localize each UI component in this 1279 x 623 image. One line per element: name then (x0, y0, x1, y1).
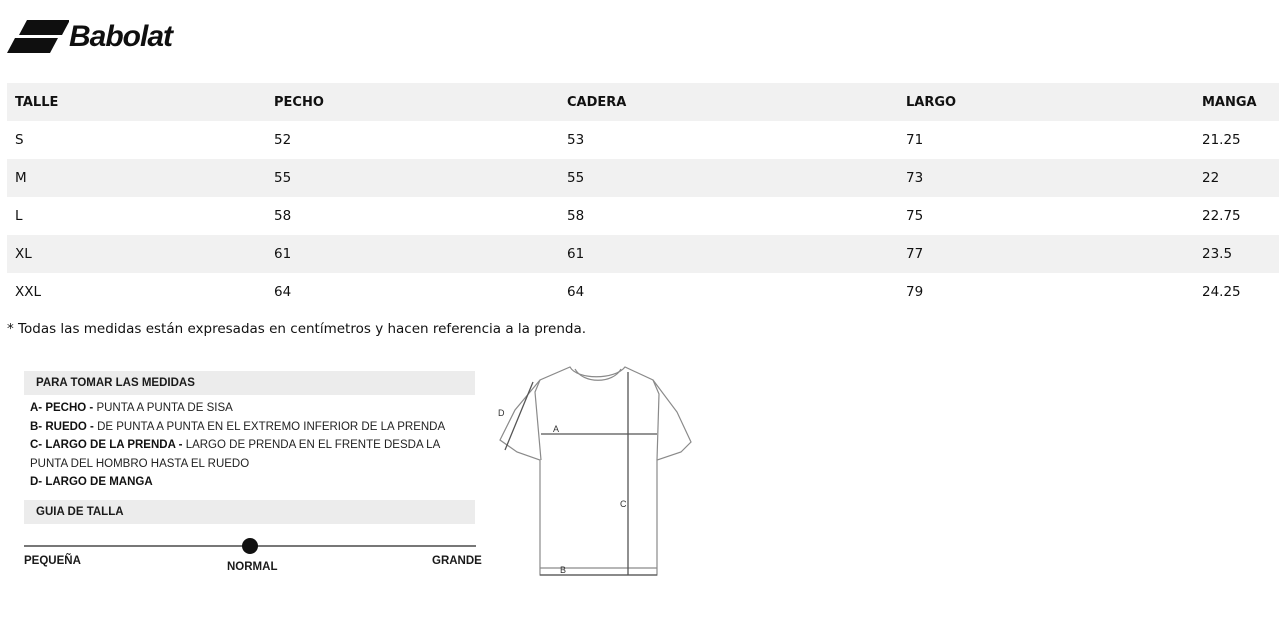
cell-manga: 21.25 (1202, 132, 1241, 148)
cell-largo: 75 (906, 208, 924, 224)
size-table (7, 83, 1279, 311)
instruction-b: B- RUEDO - DE PUNTA A PUNTA EN EL EXTREMO INFERIOR DE LA PRENDA (30, 420, 446, 433)
cell-cadera: 64 (567, 284, 585, 300)
cell-size: XXL (15, 284, 42, 300)
instructions-title: PARA TOMAR LAS MEDIDAS (24, 371, 475, 395)
fit-guide-title: GUIA DE TALLA (24, 500, 475, 524)
cell-size: L (15, 208, 23, 224)
header-largo: LARGO (906, 94, 957, 110)
cell-cadera: 53 (567, 132, 585, 148)
measure-d-line (505, 382, 533, 450)
cell-largo: 71 (906, 132, 924, 148)
cell-largo: 73 (906, 170, 924, 186)
brand-logo (7, 17, 227, 57)
cell-cadera: 55 (567, 170, 585, 186)
instruction-a: A- PECHO - PUNTA A PUNTA DE SISA (30, 402, 233, 414)
cell-pecho: 52 (274, 132, 292, 148)
cell-largo: 77 (906, 246, 924, 262)
logo-mark-icon (7, 17, 69, 57)
table-row (7, 197, 1279, 235)
table-header-row (7, 83, 1279, 121)
cell-manga: 24.25 (1202, 284, 1241, 300)
label-a: A (553, 424, 560, 434)
tshirt-diagram (495, 362, 695, 587)
cell-size: S (15, 132, 24, 148)
table-row (7, 235, 1279, 273)
instructions-list (30, 399, 480, 492)
fit-scale-marker (242, 538, 258, 554)
cell-pecho: 58 (274, 208, 292, 224)
measure-lines (505, 372, 657, 575)
cell-size: M (15, 170, 27, 186)
instruction-d: D- LARGO DE MANGA (30, 476, 153, 488)
tshirt-outline (500, 367, 691, 575)
cell-size: XL (15, 246, 32, 262)
cell-manga: 23.5 (1202, 246, 1233, 262)
cell-manga: 22 (1202, 170, 1220, 186)
label-d: D (498, 408, 505, 418)
instruction-c: C- LARGO DE LA PRENDA - LARGO DE PRENDA EN EL FRENTE DESDA LA PUNTA DEL HOMBRO HASTA EL RUEDO (30, 439, 440, 470)
fit-label-small: PEQUEÑA (24, 555, 81, 567)
table-row (7, 159, 1279, 197)
header-manga: MANGA (1202, 94, 1257, 110)
cell-pecho: 64 (274, 284, 292, 300)
cell-cadera: 58 (567, 208, 585, 224)
logo-wordmark: Babolat (69, 20, 173, 53)
label-c: C (620, 499, 627, 509)
cell-largo: 79 (906, 284, 924, 300)
cell-manga: 22.75 (1202, 208, 1241, 224)
cell-pecho: 55 (274, 170, 292, 186)
header-pecho: PECHO (274, 94, 324, 110)
fit-label-normal: NORMAL (227, 561, 278, 573)
label-b: B (560, 565, 567, 575)
table-row (7, 273, 1279, 311)
header-cadera: CADERA (567, 94, 627, 110)
cell-pecho: 61 (274, 246, 292, 262)
header-talle: TALLE (15, 94, 59, 110)
table-row (7, 121, 1279, 159)
measurement-note: * Todas las medidas están expresadas en centímetros y hacen referencia a la prenda. (7, 321, 587, 337)
cell-cadera: 61 (567, 246, 585, 262)
fit-label-large: GRANDE (432, 555, 482, 567)
